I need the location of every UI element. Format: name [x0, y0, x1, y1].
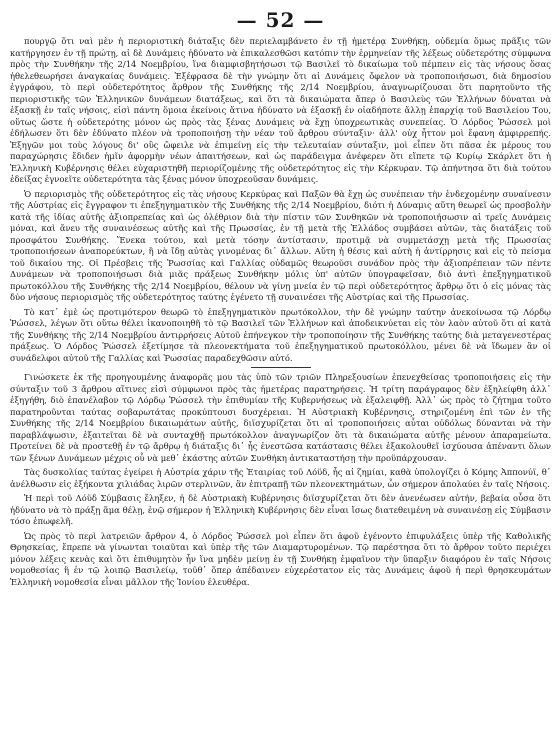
section-divider: [251, 367, 311, 368]
page-number-header: — 52 —: [236, 8, 325, 32]
document-body: [10, 36, 551, 588]
paragraph: Τὰς δυσκολίας ταύτας ἐγείρει ἡ Αὐστρία χάριν τῆς Ἑταιρίας τοῦ Λόϋδ, ἧς αἱ ζημίαι, καθὰ ὑπολογίζει ὁ Κόμης Ἀππονύϊ, θ᾽ ἀνέλθωσιν εἰς ἑξήκοντα χιλιάδας λιρῶν στερλινῶν, ἂν ἐπιτραπῇ τῶν πλεονεκτημάτων, ὧν σήμερον ἀπολαύει ἐν ταῖς Νήσοις.: [10, 467, 551, 489]
paragraph: Γινώσκετε ἐκ τῆς προηγουμένης ἀναφορᾶς μου τὰς ὑπὸ τῶν τριῶν Πληρεξουσίων ἐπενεχθείσας τροποποιήσεις εἰς τὴν σύνταξιν τοῦ 3 ἄρθρου αἵτινες εἰσὶ σύμφωνοι πρὸς τὰς ἡμετέρας παρατηρήσεις. Ἡ τρίτη παράγραφος δὲν ἐξηλείφθη ἀλλ᾽ ἐξηγήθη, διὸ ἐπανέλαβον τῷ Λόρδῳ Ῥώσσελ τὴν ἐπιθυμίαν τῆς Κυβερνήσεως νὰ ἐξαλειφθῇ. Ἀλλ᾽ ὡς πρὸς τὸ ζήτημα τοῦτο παρατηροῦνται ταύτας σοβαρωτάτας προκύπτουσι δυσχέρειαι. Ἡ Αὐστριακὴ Κυβέρνησις, στηριζομένη ἐπὶ τῶν ἐν τῆς Συνθήκης τῆς 2/14 Νοεμβρίου δικαιωμάτων αὐτῆς, διϊσχυρίζεται ὅτι αἱ τροποποιήσεις αὗται οὐδόλως δύνανται νὰ τὴν παραβλάψωσιν, ἐξαιτεῖται δὲ νὰ συνταχθῇ πρωτόκολλον ἀναγνωρίζον ὅτι τὰ δικαιώματα αὐτῆς μένουν ἀπαραμείωτα. Προτείνει δὲ νὰ προστεθῇ ἐν τῷ ἄρθρῳ ἡ διάταξις δι᾽ ἧς ἐνεστῶσα κατάστασις θέλει ἐξακολουθεῖ ἰσχύουσα ἀπέναντι ὅλων τῶν ξένων Δυνάμεων μέχρις οὗ νὰ μεθ᾽ ἑκάστης αὐτῶν Συνθήκη ἀντικαταστήσῃ τὴν προϋπάρχουσαν.: [10, 372, 551, 463]
paragraph: Τὸ κατ᾽ ἐμὲ ὡς προτιμότερον θεωρῶ τὸ ἐπεξηγηματικὸν πρωτόκολλον, τὴν δὲ γνώμην ταύτην ἀνεκοίνωσα τῷ Λόρδῳ Ῥώσσελ, λέγων ὅτι οὕτω θέλει ἱκανοποιηθῆ τὸ τῷ Βασιλεῖ τῶν Ἑλλήνων καὶ ἀποδεικνύεται εἰς τὸν λαὸν αὐτοῦ ὅτι αἱ κατὰ τῆς Συνθήκης τῆς 2/14 Νοεμβρίου ἀντιρρήσεις Αὐτοῦ ἐπήνεγκον τὴν τροποποίησιν τῆς Συνθήκης ταύτης διὰ μεταγενεστέρας πράξεως. Ὁ Λόρδος Ῥώσσελ ἐξετίμησε τὰ πλεονεκτήματα τοῦ ἐπεξηγηματικοῦ πρωτοκόλλου, μένει δὲ νὰ ἴδωμεν ἂν οἱ συνάδελφοι αὐτοῦ τῆς Γαλλίας καὶ Ῥωσσίας παραδεχθῶσιν αὐτό.: [10, 306, 551, 363]
paragraph: Ὁ περιορισμὸς τῆς οὐδετερότητος εἰς τὰς νήσους Κερκύρας καὶ Παξῶν θὰ ἔχῃ ὡς συνέπειαν τὴν ἐνδεχομένην συναίνεσιν τῆς Αὐστρίας εἰς ἔγγραφον τι ἐπεξηγηματικὸν τῆς Συνθήκης τῆς 2/14 Νοεμβρίου, διότι ἡ Δύναμις αὕτη θεωρεῖ ὡς προσβολὴν κατὰ τῆς ἰδίας αὐτῆς ἀξιοπρεπείας καὶ ὡς ὀλέθριον διὰ τὴν πίστιν τῶν Συνθηκῶν νὰ τροποποιήσωσιν αἱ τρεῖς Δυνάμεις μόναι, καὶ ἄνευ τῆς συναινέσεως αὐτῆς καὶ τῆς Πρωσσίας, ἐν τῇ μετὰ τῆς Ἑλλάδος συμβάσει αὐτῶν, τὰς διατάξεις τοῦ προσφάτου Συνθήκης. Ἕνεκα τούτου, καὶ μετὰ τόσην ἀντίστασιν, προτιμᾷ νὰ συμμετάσχῃ μετὰ τῆς Πρωσσίας τροποποιήσεων ἀναπορεύκτων, ἢ νὰ ἴδῃ αὐτὰς γινομένας δι᾽ ἄλλων. Αὕτη ἡ θέσις καὶ αὐτὴ ἡ ἀντίρρησις καὶ εἰς τὸ πείσμα τοῦ δικαίου της. Οἱ Πρέσβεις τῆς Ῥωσσίας καὶ Γαλλίας οὐδαμῶς θεωροῦσι συνάδον πρὸς τὴν ἀξιοπρέπειαν τῶν πέντε Δυνάμεων νὰ τροποποιήσωσι διὰ μιᾶς πράξεως Συνθήκην μόλις ὑπ' αὐτῶν ὑπογραφεῖσαν, διὸ ἀντὶ ἐπεξηγηματικοῦ πρωτοκόλλου τῆς Συνθήκης τῆς 2/14 Νοεμβρίου, θέλουν νὰ γίνῃ μνεία ἐν τῷ περὶ οὐδετερότητος ἄρθρῳ ὅτι ὁ εἰς μόνας τὰς δύο νήσους περιορισμὸς τῆς οὐδετερότητος ταύτης ἐγένετο τῇ συναινέσει τῆς Αὐστρίας καὶ τῆς Πρωσσίας.: [10, 188, 551, 302]
paragraph: Ὡς πρὸς τὸ περὶ λατρειῶν ἄρθρον 4, ὁ Λόρδος Ῥώσσελ μοὶ εἶπεν ὅτι ἀφοῦ ἐγένοντο ἐπιφυλάξεις ὑπὲρ τῆς Καθολικῆς Θρησκείας, ἔπρεπε νὰ γίνωνται τοιαῦται καὶ ὑπὲρ τῆς τῶν Διαμαρτυρομένων. Τῷ παρέστησα ὅτι τὸ ἄρθρον τοῦτο περιέχει μόνον λέξεις κενὰς καὶ ὅτι ἐπιθυμητὸν ἦν ἵνα μηδὲν μείνῃ ἐν τῇ Συνθήκῃ ἐμφαῖνον τὴν ὕπαρξιν διαφόρου ἐν ταῖς Νήσοις νομοθεσίας ἢ ἐν τῷ λοιπῷ Βασιλείῳ, τοῦθ᾽ ὅπερ ἀπέδαινεν εὐχερέστατον εἰς τὰς Δυνάμεις ἀφοῦ ἡ περὶ θρησκευμάτων Ἑλληνικὴ νομοθεσία εἶναι μᾶλλον τῆς Ἰονίου ἐλευθέρα.: [10, 530, 551, 587]
paragraph: Ἡ περὶ τοῦ Λόϋδ Σύμβασις ἔληξεν, ἡ δὲ Αὐστριακὴ Κυβέρνησις διϊσχυρίζεται ὅτι δὲν ἀνενέωσεν αὐτήν, βεβαία οὖσα ὅτι ἠδύνατο νὰ τὸ πράξῃ ἅμα θέλῃ, ἐνῷ σήμερον ἡ Ἑλληνικὴ Κυβέρνησις δὲν εἶναι ἴσως διατεθειμένη νὰ συναινέσῃ εἰς Σύμβασιν τόσο ἐπωφελῆ.: [10, 493, 551, 526]
paragraph: πουργῷ ὅτι ναὶ μὲν ἡ περιοριστικὴ διάταξις δὲν περιελαμβάνετο ἐν τῇ ἡμετέρᾳ Συνθήκῃ, οὐδεμία ὅμως πρᾶξις τῶν κατήργησεν ἐν τῇ πρώτῃ, αἱ δὲ Δυνάμεις ἠδύνατο νὰ ἐπικαλεσθῶσι κατόπιν τὴν ἑρμηνείαν τῆς λέξεως οὐδετερότης σύμφωνα πρὸς τὴν Συνθήκην τῆς 2/14 Νοεμβρίου, ἵνα διαμφισβητήσωσι τῷ Βασιλεῖ τὸ δικαίωμα τοῦ πέμπειν εἰς τὰς νήσους ὅσας ἠθελεθεωρήσει ἀναγκαίας δυνάμεις. Ἐξέφρασα δὲ τὴν γνώμην ὅτι αἱ Δυνάμεις ὄφελον νὰ τροποποιήσωσι, διὰ δημοσίου ἐγγράφου, τὸ περὶ οὐδετερότητος ἄρθρον τῆς Συνθήκης τῆς 2/14 Νοεμβρίου, ἀναγνωρίζουσαι ὅτι παρητοῦντο τῆς περιοριστικῆς τῶν Ἑλληνικῶν δυνάμεων διατάξεως, καὶ ὅτι τὰ δικαιώματα ἅπερ ὁ Βασιλεὺς τῶν Ἑλλήνων δύναται νὰ ἐξασκῇ ἐν ταῖς νήσοις, εἰσὶ πάντη ὅμοια ἐκείνοις ἅτινα ἠδύνατο νὰ ἐξασκῇ ἐν οἱαδήποτε ἄλλῃ ἐπαρχίᾳ τοῦ Βασιλείου Του, οὕτως ὥστε ἡ οὐδετερότης μόνον ὡς πρὸς τὰς ξένας Δυνάμεις νὰ ἔχῃ ὑποχρεωτικὰς συνεπείας. Ὁ Λόρδος Ῥώσσελ μοὶ ἐδήλωσεν ὅτι δὲν ἐδύνατο πλέον νὰ τροποποιήσῃ τὴν νέαν τοῦ ἄρθρου σύνταξιν· ἀλλ' οὐχ ἧττον μοὶ ἔφανη ἀμφιρρεπής. Ἐξηγῶν μοι τοὺς λόγους δι' οὓς ὤφειλε νὰ ἐπιμείνῃ εἰς τὴν τελευταίαν σύνταξιν, μοὶ εἶπεν ὅτι πᾶσα ἐκ μέρους του παραχώρησις ἔδιδεν ἡμῖν ἀφορμὴν νέων ἀπαιτήσεων, καὶ ὡς παράδειγμα ἀνέφερεν ὅτι εἴπετε τῷ Κυρίῳ Σκάρλετ ὅτι ἡ Ἑλληνικὴ Κυβέρνησις θέλει εὐχαριστηθῆ περιορίζομένης τῆς οὐδετερότητος εἰς τὴν Κέρκυραν. Τῷ ἀπήντησα ὅτι διὰ τούτου ἐδείξας ἐγνοεῖτε οὐδετερότητα τὰς ξένας μόνον ὑποχρεοῦσαν δυνάμεις.: [10, 36, 551, 184]
